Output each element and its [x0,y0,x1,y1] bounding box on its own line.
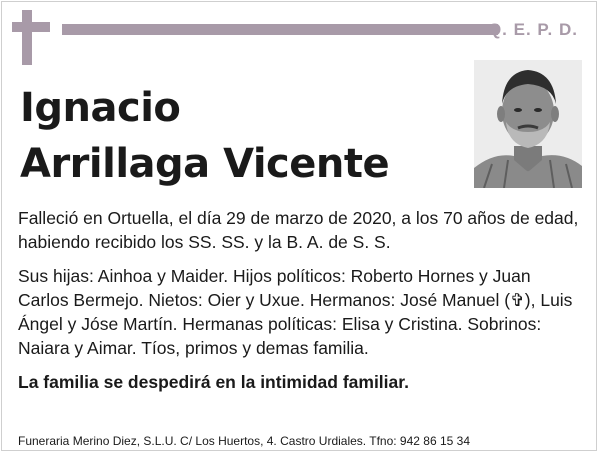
portrait-photo [474,60,582,188]
name-first-line: Ignacio [20,85,181,131]
funeral-home-footer: Funeraria Merino Diez, S.L.U. C/ Los Huertos, 4. Castro Urdiales. Tfno: 942 86 15 34 [18,434,470,448]
qepd-label: Q. E. P. D. [487,20,578,39]
deceased-name [20,80,389,192]
cross-icon-bar [12,22,50,32]
obituary-card [1,1,597,451]
portrait-image [474,60,582,188]
farewell-note: La familia se despedirá en la intimidad familiar. [18,372,409,392]
obituary-text [18,206,582,404]
death-notice: Falleció en Ortuella, el día 29 de marzo de 2020, a los 70 años de edad, habiendo recibido los SS. SS. y la B. A. de S. S. [18,208,579,252]
name-second-line: Arrillaga Vicente [20,141,390,187]
family-list: Sus hijas: Ainhoa y Maider. Hijos políticos: Roberto Hornes y Juan Carlos Bermejo. Nietos: Oier y Uxue. Hermanos: José Manuel (✞), Luis Ángel y Jóse Martín. Hermanas políticas: Elisa y Cristina. Sobrinos: Naiara y Aimar. Tíos, primos y demas familia. [18,266,573,358]
header-divider [62,24,498,35]
cross-icon [22,10,32,65]
